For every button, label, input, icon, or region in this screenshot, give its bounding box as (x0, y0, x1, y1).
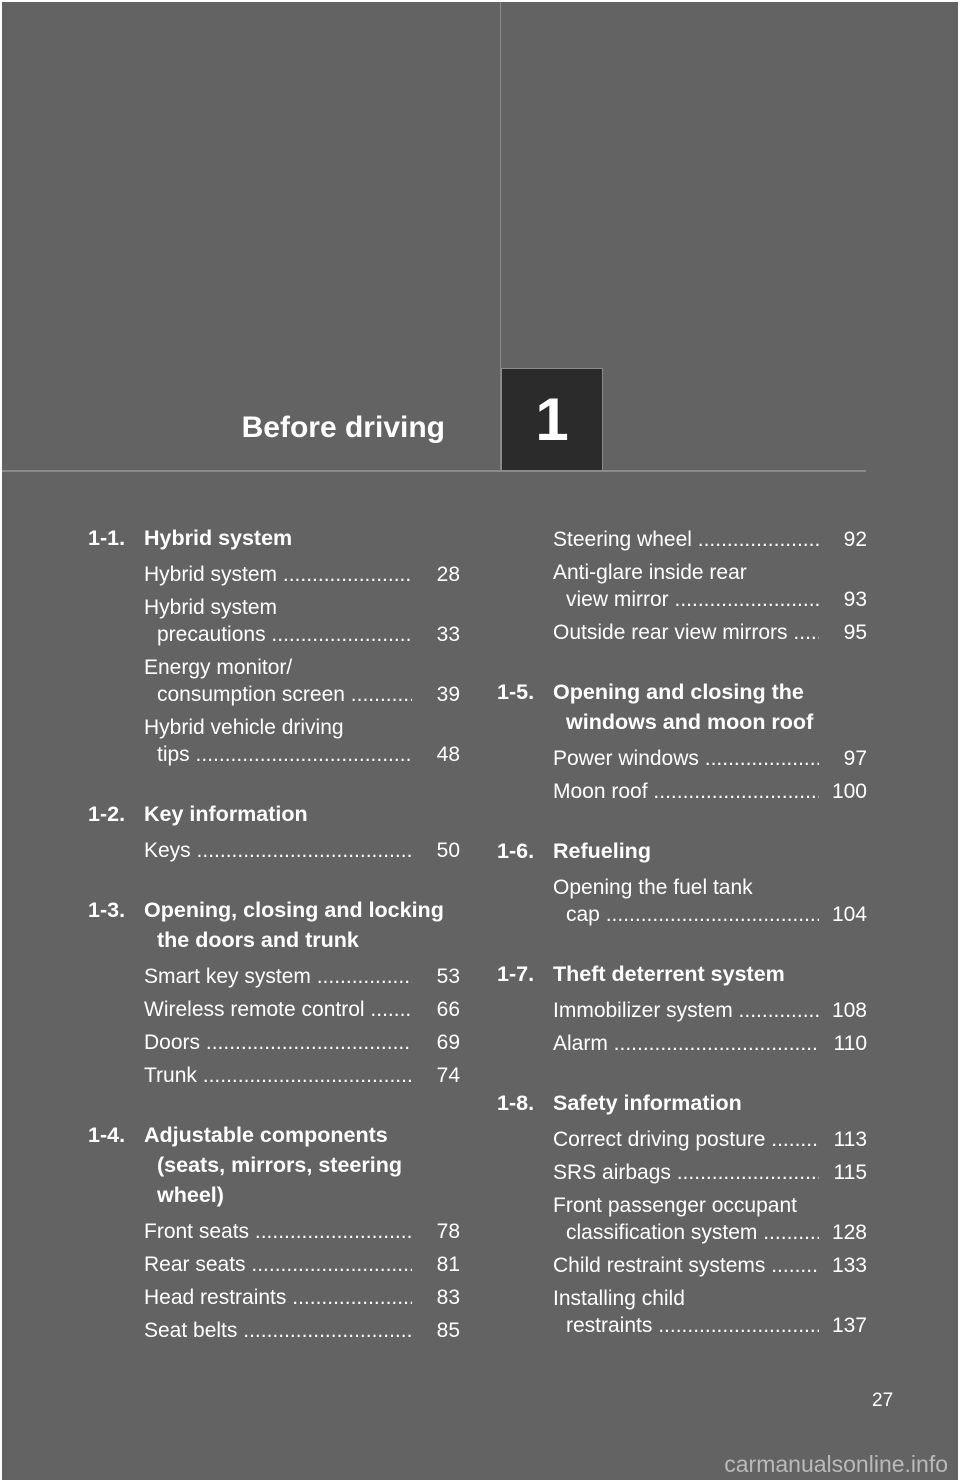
entry-list (497, 523, 867, 649)
entry-page-number: 69 (436, 1031, 460, 1054)
entry-leader-row (144, 1029, 460, 1056)
section-number: 1-6. (497, 839, 535, 863)
entry-page-number: 74 (436, 1064, 460, 1087)
entry-title-line: Outside rear view mirrors ..... (553, 619, 819, 646)
entry-page-number: 133 (831, 1254, 867, 1277)
toc-entry[interactable] (144, 711, 460, 771)
entry-leader-row (553, 1312, 867, 1339)
entry-leader-row (553, 745, 867, 772)
entry-page-number: 113 (833, 1128, 867, 1151)
entry-leader-row (553, 901, 867, 928)
entry-title-line: consumption screen ..... (157, 681, 412, 708)
entry-list (88, 558, 460, 771)
toc-entry[interactable] (553, 775, 867, 808)
entry-leader-row (144, 963, 460, 990)
toc-section (88, 523, 460, 771)
toc-entry[interactable] (553, 994, 867, 1027)
chapter-number-tab: 1 (501, 368, 603, 470)
section-heading[interactable] (88, 523, 460, 553)
toc-entry[interactable] (553, 523, 867, 556)
toc-column-right (497, 523, 867, 1370)
entry-title-line: Correct driving posture ..... (553, 1126, 819, 1153)
toc-section (497, 836, 867, 931)
watermark: carmanualsonline.info (724, 1451, 948, 1477)
entry-title-line: Anti-glare inside rear (553, 561, 747, 584)
toc-section (88, 895, 460, 1092)
entry-leader-row (553, 526, 867, 553)
entry-title-line: Front seats ..... (144, 1218, 412, 1245)
entry-leader-row (553, 1252, 867, 1279)
toc-entry[interactable] (144, 1026, 460, 1059)
toc-entry[interactable] (144, 591, 460, 651)
toc-entry[interactable] (144, 960, 460, 993)
entry-title-line: restraints ..... (566, 1312, 819, 1339)
entry-page-number: 104 (831, 903, 867, 926)
toc-entry[interactable] (553, 1189, 867, 1249)
toc-entry[interactable] (553, 1123, 867, 1156)
entry-leader-row (553, 1219, 867, 1246)
toc-section (88, 799, 460, 867)
entry-title-line: Keys ..... (144, 837, 412, 864)
header-rule (2, 470, 866, 472)
entry-title-line: Immobilizer system ..... (553, 997, 819, 1024)
entry-title-line: Front passenger occupant (553, 1194, 797, 1217)
section-title: Theft deterrent system (553, 962, 785, 986)
section-title: Opening and closing the windows and moon roof (553, 680, 814, 734)
entry-page-number: 85 (436, 1319, 460, 1342)
section-title: Refueling (553, 839, 651, 863)
entry-title-line: Steering wheel ..... (553, 526, 819, 553)
entry-title-line: Doors ..... (144, 1029, 412, 1056)
section-number: 1-8. (497, 1091, 535, 1115)
entry-page-number: 33 (436, 623, 460, 646)
entry-page-number: 128 (831, 1221, 867, 1244)
section-number: 1-5. (497, 680, 535, 704)
entry-leader-row (144, 741, 460, 768)
toc-entry[interactable] (553, 1027, 867, 1060)
entry-leader-row (144, 1284, 460, 1311)
entry-leader-row (144, 837, 460, 864)
entry-title-line: Moon roof ..... (553, 778, 819, 805)
entry-leader-row (553, 586, 867, 613)
section-title: Adjustable components (seats, mirrors, steering wheel) (144, 1123, 402, 1207)
entry-title-line: Energy monitor/ (144, 656, 293, 679)
section-heading[interactable] (88, 799, 460, 829)
entry-leader-row (553, 1159, 867, 1186)
toc-section (497, 959, 867, 1060)
section-title: Key information (144, 802, 308, 826)
toc-entry[interactable] (553, 742, 867, 775)
toc-section (88, 1120, 460, 1347)
entry-page-number: 66 (436, 998, 460, 1021)
toc-entry[interactable] (553, 871, 867, 931)
entry-title-line: SRS airbags ..... (553, 1159, 819, 1186)
entry-page-number: 81 (436, 1253, 460, 1276)
entry-title-line: tips ..... (157, 741, 412, 768)
toc-column-left (88, 523, 460, 1375)
entry-page-number: 53 (436, 965, 460, 988)
entry-leader-row (144, 561, 460, 588)
entry-leader-row (553, 778, 867, 805)
entry-title-line: Trunk ..... (144, 1062, 412, 1089)
entry-page-number: 28 (436, 563, 460, 586)
toc-entry[interactable] (553, 1282, 867, 1342)
entry-leader-row (144, 1317, 460, 1344)
section-heading[interactable] (497, 959, 867, 989)
section-number: 1-2. (88, 802, 126, 826)
toc-entry[interactable] (144, 1314, 460, 1347)
entry-page-number: 78 (436, 1220, 460, 1243)
entry-page-number: 137 (831, 1314, 867, 1337)
section-heading[interactable] (497, 677, 867, 737)
section-heading[interactable] (497, 1088, 867, 1118)
toc-section (497, 523, 867, 649)
entry-page-number: 39 (436, 683, 460, 706)
entry-list (497, 994, 867, 1060)
toc-entry[interactable] (553, 616, 867, 649)
entry-list (497, 1123, 867, 1342)
section-heading[interactable] (88, 895, 460, 955)
entry-title-line: Installing child (553, 1287, 685, 1310)
entry-page-number: 50 (436, 839, 460, 862)
toc-section (497, 677, 867, 808)
toc-section (497, 1088, 867, 1342)
entry-leader-row (144, 1251, 460, 1278)
entry-title-line: cap ..... (566, 901, 819, 928)
entry-leader-row (144, 1218, 460, 1245)
entry-title-line: Child restraint systems ..... (553, 1252, 819, 1279)
entry-page-number: 48 (436, 743, 460, 766)
entry-title-line: Smart key system ..... (144, 963, 412, 990)
entry-title-line: Seat belts ..... (144, 1317, 412, 1344)
entry-title-line: Power windows ..... (553, 745, 819, 772)
entry-title-line: Alarm ..... (553, 1030, 819, 1057)
entry-title-line: Hybrid system (144, 596, 278, 619)
entry-page-number: 92 (843, 528, 867, 551)
entry-title-line: Rear seats ..... (144, 1251, 412, 1278)
entry-title-line: Hybrid system ..... (144, 561, 412, 588)
toc-entry[interactable] (553, 556, 867, 616)
entry-title-line: Hybrid vehicle driving (144, 716, 344, 739)
entry-title-line: Opening the fuel tank (553, 876, 753, 899)
entry-page-number: 100 (831, 780, 867, 803)
entry-page-number: 108 (831, 999, 867, 1022)
entry-list (88, 960, 460, 1092)
toc-entry[interactable] (144, 993, 460, 1026)
section-title: Safety information (553, 1091, 742, 1115)
entry-list (88, 834, 460, 867)
entry-page-number: 95 (843, 621, 867, 644)
section-number: 1-7. (497, 962, 535, 986)
toc-entry[interactable] (144, 651, 460, 711)
entry-leader-row (553, 619, 867, 646)
entry-leader-row (144, 681, 460, 708)
entry-leader-row (553, 1126, 867, 1153)
section-number: 1-3. (88, 898, 126, 922)
section-title: Opening, closing and locking the doors and trunk (144, 898, 444, 952)
entry-title-line: precautions ..... (157, 621, 412, 648)
entry-list (88, 1215, 460, 1347)
entry-list (497, 742, 867, 808)
toc-entry[interactable] (553, 1156, 867, 1189)
entry-title-line: Head restraints ..... (144, 1284, 412, 1311)
entry-page-number: 83 (436, 1286, 460, 1309)
toc-entry[interactable] (144, 1215, 460, 1248)
section-title: Hybrid system (144, 526, 293, 550)
section-number: 1-4. (88, 1123, 126, 1147)
toc-entry[interactable] (144, 558, 460, 591)
entry-leader-row (144, 621, 460, 648)
entry-title-line: view mirror ..... (566, 586, 819, 613)
entry-list (497, 871, 867, 931)
entry-leader-row (553, 1030, 867, 1057)
entry-title-line: classification system ..... (566, 1219, 819, 1246)
toc-entry[interactable] (144, 834, 460, 867)
entry-leader-row (553, 997, 867, 1024)
section-heading[interactable] (88, 1120, 460, 1210)
toc-entry[interactable] (144, 1281, 460, 1314)
entry-leader-row (144, 996, 460, 1023)
toc-entry[interactable] (144, 1248, 460, 1281)
section-heading[interactable] (497, 836, 867, 866)
entry-page-number: 110 (833, 1032, 867, 1055)
chapter-title: Before driving (241, 411, 445, 444)
page-number: 27 (872, 1390, 894, 1411)
manual-page (2, 2, 958, 1480)
entry-page-number: 97 (843, 747, 867, 770)
entry-page-number: 93 (843, 588, 867, 611)
section-number: 1-1. (88, 526, 126, 550)
toc-entry[interactable] (144, 1059, 460, 1092)
entry-page-number: 115 (833, 1161, 867, 1184)
toc-entry[interactable] (553, 1249, 867, 1282)
entry-title-line: Wireless remote control ..... (144, 996, 412, 1023)
entry-leader-row (144, 1062, 460, 1089)
